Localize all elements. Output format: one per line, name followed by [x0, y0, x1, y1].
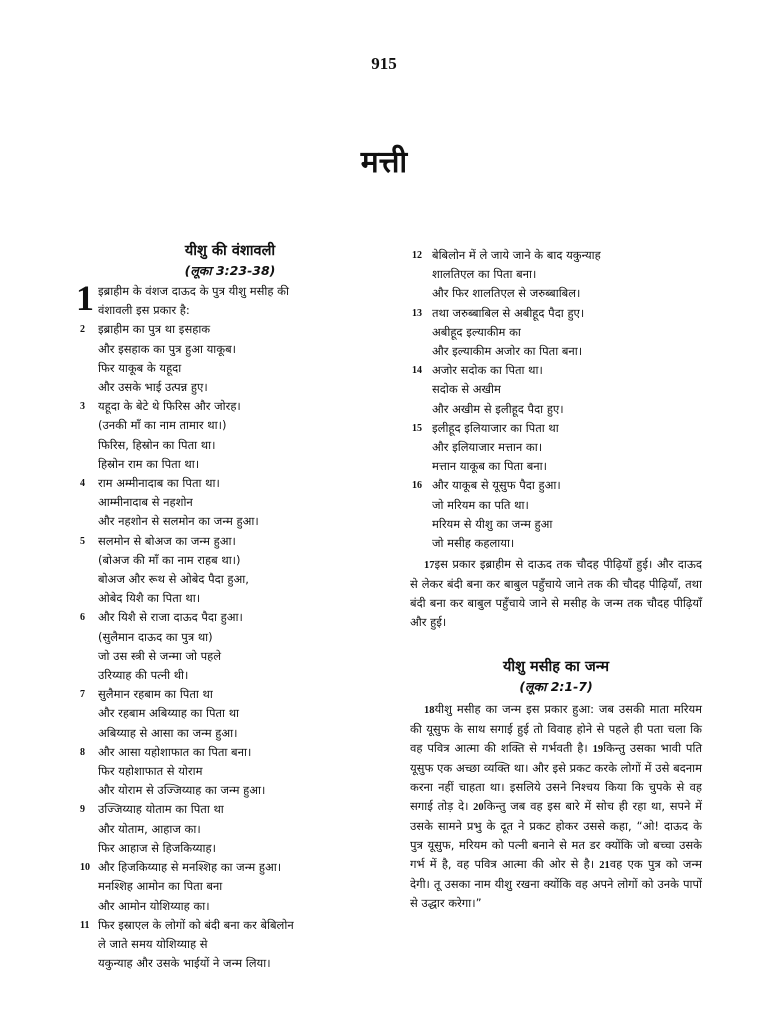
verse-line [80, 685, 362, 704]
verse-number: 6 [80, 612, 85, 624]
verse-block [410, 476, 702, 553]
right-verse-list [410, 246, 702, 553]
section-reference-birth: (लूका 2:1-7) [519, 679, 593, 695]
verse-line [80, 589, 362, 608]
verse-text: और योताम, आहाज का। [98, 821, 201, 836]
verse-text: मनश्शिह आमोन का पिता बना [98, 879, 223, 894]
verse-line [80, 935, 362, 954]
section-reference-genealogy: (लूका 3:23-38) [184, 263, 276, 278]
verse-block [80, 320, 362, 397]
verse-number: 17 [424, 560, 435, 572]
verse-line [80, 628, 362, 647]
verse-line [80, 340, 362, 359]
verse-text: और नहशोन से सलमोन का जन्म हुआ। [98, 514, 259, 529]
verse-text: अबिय्याह से आसा का जन्म हुआ। [98, 725, 238, 740]
verse-number: 21 [599, 860, 610, 872]
right-column [410, 246, 702, 913]
verse-line [80, 455, 362, 474]
verse-text: इब्राहीम का पुत्र था इसहाक [98, 322, 211, 337]
verse-line [410, 304, 702, 323]
verse-text: राम अम्मीनादाब का पिता था। [98, 476, 220, 491]
verse-number: 5 [80, 535, 85, 547]
verse-text: जो उस स्त्री से जन्मा जो पहले [98, 648, 222, 663]
verse-number: 8 [80, 746, 85, 758]
book-title: मत्ती [360, 145, 408, 180]
verse-text: और इलियाजार मत्तान का। [432, 440, 543, 455]
intro-line: इब्राहीम के वंशज दाऊद के पुत्र यीशु मसीह की [98, 284, 289, 298]
verse-line [80, 800, 362, 819]
paragraph-text: किन्तु जब वह इस बारे में सोच ही रहा था, सपने में उसके सामने प्रभु के दूत ने प्रकट होकर उससे कहा, “ओ! दाऊद के पुत्र यूसुफ, मरियम को पत्नी बनाने से मत डर क्योंकि जो बच्चा उसके गर्भ में है, वह पवित्र आत्मा की ओर से है। [410, 799, 702, 872]
verse-line [410, 534, 702, 553]
verse-text: यहूदा के बेटे थे फिरिस और जोरह। [98, 399, 241, 414]
verse-line [80, 743, 362, 762]
verse-line [410, 476, 702, 495]
verse-text: फिर यहोशाफात से योराम [98, 764, 203, 779]
verse-text: सदोक से अखीम [432, 382, 501, 397]
verse-line [80, 781, 362, 800]
verse-block [80, 800, 362, 858]
verse-text: और याकूब से यूसुफ पैदा हुआ। [432, 478, 561, 493]
verse-line [80, 493, 362, 512]
verse-text: अबीहूद इल्याकीम का [432, 324, 521, 339]
verse-line [410, 265, 702, 284]
verse-text: और हिजकिय्याह से मनश्शिह का जन्म हुआ। [98, 860, 282, 875]
verse-text: और फिर शालतिएल से जरुब्बाबिल। [432, 286, 581, 301]
verse-block [80, 532, 362, 609]
verse-text: और रहबाम अबिय्याह का पिता था [98, 706, 240, 721]
verse-block [80, 608, 362, 685]
verse-number: 14 [412, 365, 422, 377]
left-verse-list [80, 320, 362, 973]
verse-text: बेबिलोन में ले जाये जाने के बाद यकुन्याह [432, 248, 601, 262]
verse-line [410, 438, 702, 457]
verse-text: ओबेद यिशै का पिता था। [98, 591, 201, 606]
paragraph-17 [410, 555, 702, 632]
verse-line [80, 436, 362, 455]
chapter-intro [76, 278, 362, 320]
page-number: 915 [371, 54, 397, 73]
verse-text: फिर याकूब के यहूदा [98, 360, 182, 375]
verse-number: 19 [592, 744, 604, 756]
verse-line [80, 416, 362, 435]
verse-text: सुलैमान रहबाम का पिता था [98, 687, 213, 702]
verse-number: 4 [80, 478, 85, 490]
verse-line [410, 284, 702, 303]
verse-line [80, 608, 362, 627]
paragraph-text: यीशु मसीह का जन्म इस प्रकार हुआ: जब उसकी माता मरियम की यूसुफ के साथ सगाई हुई तो विवाह होने से पहले ही पता चला कि वह पवित्र आत्मा की शक्ति से गर्भवती है। [410, 702, 702, 756]
verse-block [410, 246, 702, 304]
verse-line [80, 954, 362, 973]
verse-line [410, 496, 702, 515]
verse-text: इलीहूद इलियाजार का पिता था [432, 420, 559, 435]
paragraph-text: किन्तु उसका भावी पति यूसुफ एक अच्छा व्यक्ति था। और इसे प्रकट करके लोगों में उसे बदनाम करना नहीं चाहता था। इसलिये उसने निश्चय किया कि चुपके से वह सगाई तोड़ दे। [410, 741, 702, 814]
verse-line [80, 378, 362, 397]
verse-text: (बोअज की माँ का नाम राहब था।) [98, 552, 241, 567]
verse-text: और अखीम से इलीहूद पैदा हुए। [432, 401, 564, 416]
verse-text: और इल्याकीम अजोर का पिता बना। [432, 344, 583, 359]
verse-line [410, 246, 702, 265]
verse-block [80, 916, 362, 974]
verse-text: शालतिएल का पिता बना। [432, 267, 537, 282]
verse-line [80, 570, 362, 589]
verse-line [80, 704, 362, 723]
verse-line [80, 877, 362, 896]
verse-block [80, 397, 362, 474]
verse-number: 9 [80, 804, 85, 816]
verse-block [80, 743, 362, 801]
verse-line [80, 897, 362, 916]
verse-block [80, 685, 362, 743]
verse-line [80, 474, 362, 493]
verse-text: जो मसीह कहलाया। [432, 536, 515, 551]
verse-line [410, 342, 702, 361]
verse-text: और यिशै से राजा दाऊद पैदा हुआ। [98, 610, 243, 625]
section-heading-birth: यीशु मसीह का जन्म [502, 659, 610, 676]
verse-block [410, 361, 702, 419]
chapter-number: 1 [76, 278, 94, 318]
verse-text: और इसहाक का पुत्र हुआ याकूब। [98, 341, 237, 356]
verse-block [410, 304, 702, 362]
verse-text: मरियम से यीशु का जन्म हुआ [432, 516, 553, 531]
verse-number: 10 [80, 862, 90, 874]
verse-block [80, 474, 362, 532]
verse-line [80, 512, 362, 531]
verse-text: (सुलैमान दाऊद का पुत्र था) [98, 629, 213, 644]
verse-number: 7 [80, 689, 85, 701]
verse-text: उज्जिय्याह योताम का पिता था [98, 802, 224, 817]
verse-text: सलमोन से बोअज का जन्म हुआ। [98, 533, 236, 548]
verse-number: 2 [80, 324, 85, 336]
verse-line [410, 361, 702, 380]
verse-line [80, 858, 362, 877]
verse-text: (उनकी माँ का नाम तामार था।) [98, 418, 227, 433]
verse-block [80, 858, 362, 916]
section-heading-genealogy: यीशु की वंशावली [184, 243, 276, 259]
verse-line [410, 323, 702, 342]
verse-text: अजोर सदोक का पिता था। [432, 363, 543, 378]
verse-text: बोअज और रूथ से ओबेद पैदा हुआ, [98, 572, 249, 587]
verse-line [80, 647, 362, 666]
verse-line [80, 916, 362, 935]
verse-line [80, 762, 362, 781]
left-column [76, 240, 362, 973]
verse-line [80, 320, 362, 339]
verse-line [410, 515, 702, 534]
verse-text: जो मरियम का पति था। [432, 497, 529, 512]
verse-line [80, 359, 362, 378]
verse-text: उरिय्याह की पत्नी थी। [98, 668, 189, 683]
verse-text: ले जाते समय योशिय्याह से [98, 936, 208, 951]
verse-text: और उसके भाई उत्पन्न हुए। [98, 380, 208, 395]
verse-number: 15 [412, 422, 422, 434]
verse-line [410, 380, 702, 399]
verse-number: 18 [424, 705, 435, 717]
verse-number: 3 [80, 401, 85, 413]
verse-number: 13 [412, 307, 422, 319]
verse-line [80, 532, 362, 551]
verse-text: और आसा यहोशाफात का पिता बना। [98, 744, 252, 759]
verse-line [410, 457, 702, 476]
verse-text: फिर आहाज से हिजकिय्याह। [98, 840, 216, 855]
verse-text: फिर इस्राएल के लोगों को बंदी बना कर बेबिलोन [98, 917, 294, 932]
paragraph-text: इस प्रकार इब्राहीम से दाऊद तक चौदह पीढ़ियाँ हुई। और दाऊद से लेकर बंदी बना कर बाबुल पहुँचाये जाने तक की चौदह पीढ़ियाँ, तथा बंदी बना कर बाबुल पहुँचाये जाने से मसीह के जन्म तक चौदह पीढ़ियाँ और हुई। [410, 557, 702, 630]
verse-number: 12 [412, 250, 422, 261]
verse-block [410, 419, 702, 477]
verse-text: यकुन्याह और उसके भाईयों ने जन्म लिया। [98, 956, 271, 971]
paragraph-text: वह एक पुत्र को जन्म देगी। तू उसका नाम यीशु रखना क्योंकि वह अपने लोगों को उनके पापों से उद्धार करेगा।” [410, 857, 702, 911]
verse-text: मत्तान याकूब का पिता बना। [432, 459, 547, 474]
verse-number: 20 [473, 802, 484, 814]
verse-line [80, 839, 362, 858]
intro-line: वंशावली इस प्रकार है: [98, 303, 190, 318]
verse-text: और योराम से उज्जिय्याह का जन्म हुआ। [98, 783, 266, 798]
verse-line [80, 666, 362, 685]
verse-text: तथा जरुब्बाबिल से अबीहूद पैदा हुए। [432, 305, 585, 320]
verse-text: हिस्रोन राम का पिता था। [98, 456, 200, 471]
paragraph-18-21 [410, 700, 702, 913]
verse-line [410, 400, 702, 419]
verse-text: फिरिस, हिस्रोन का पिता था। [98, 437, 216, 452]
verse-line [80, 551, 362, 570]
verse-line [80, 724, 362, 743]
verse-number: 16 [412, 480, 422, 492]
verse-text: और आमोन योशिय्याह का। [98, 898, 210, 913]
verse-text: आम्मीनादाब से नहशोन [98, 495, 193, 510]
verse-number: 11 [80, 919, 90, 931]
verse-line [80, 820, 362, 839]
verse-line [410, 419, 702, 438]
verse-line [80, 397, 362, 416]
